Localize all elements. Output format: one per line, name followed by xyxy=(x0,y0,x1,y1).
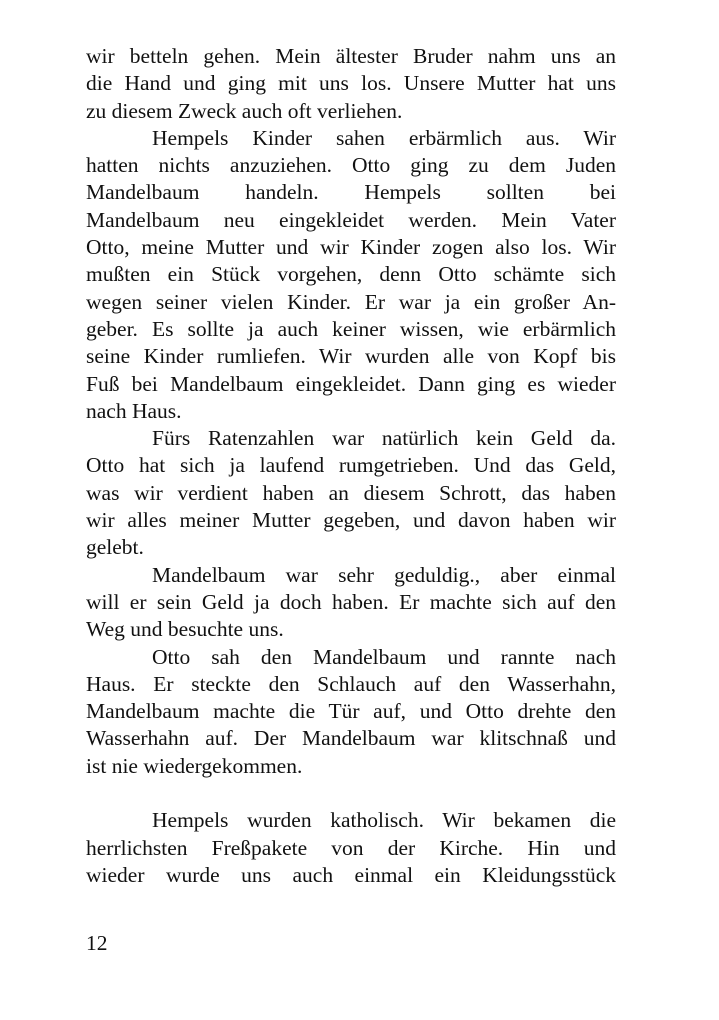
text-line: Mandelbaum handeln. Hempels sollten bei xyxy=(86,180,616,205)
text-line: Mandelbaum machte die Tür auf, und Otto drehte den xyxy=(86,699,616,724)
text-line: Weg und besuchte uns. xyxy=(86,617,284,642)
paragraph xyxy=(86,644,616,780)
text-line: wir betteln gehen. Mein ältester Bruder nahm uns an xyxy=(86,44,616,68)
text-line: Otto, meine Mutter und wir Kinder zogen also los. Wir xyxy=(86,235,616,260)
text-line: gelebt. xyxy=(86,535,144,560)
text-line: herrlichsten Freßpakete von der Kirche. Hin und xyxy=(86,835,616,860)
page-number: 12 xyxy=(86,931,108,955)
paragraph-gap xyxy=(86,780,616,807)
text-line: will er sein Geld ja doch haben. Er machte sich auf den xyxy=(86,589,616,614)
text-line: nach Haus. xyxy=(86,398,182,423)
text-line: wir alles meiner Mutter gegeben, und davon haben wir xyxy=(86,508,616,533)
text-line: wieder wurde uns auch einmal ein Kleidungsstück xyxy=(86,862,616,887)
text-line: Haus. Er steckte den Schlauch auf den Wasserhahn, xyxy=(86,671,616,696)
text-line: hatten nichts anzuziehen. Otto ging zu dem Juden xyxy=(86,153,616,178)
text-line: ist nie wiedergekommen. xyxy=(86,753,303,778)
text-line: Otto hat sich ja laufend rumgetrieben. Und das Geld, xyxy=(86,453,616,478)
text-line: Hempels Kinder sahen erbärmlich aus. Wir xyxy=(152,125,616,150)
text-line: Hempels wurden katholisch. Wir bekamen die xyxy=(152,808,616,833)
text-line: zu diesem Zweck auch oft verliehen. xyxy=(86,98,403,123)
text-line: Fürs Ratenzahlen war natürlich kein Geld da. xyxy=(152,426,616,451)
text-line: wegen seiner vielen Kinder. Er war ja ein großer An- xyxy=(86,289,616,314)
text-line: was wir verdient haben an diesem Schrott, das haben xyxy=(86,480,616,505)
paragraph xyxy=(86,807,616,889)
text-line: Fuß bei Mandelbaum eingekleidet. Dann ging es wieder xyxy=(86,371,616,396)
paragraph xyxy=(86,562,616,644)
text-line: die Hand und ging mit uns los. Unsere Mutter hat uns xyxy=(86,71,616,96)
text-line: Mandelbaum neu eingekleidet werden. Mein Vater xyxy=(86,207,616,232)
text-line: Wasserhahn auf. Der Mandelbaum war klitschnaß und xyxy=(86,726,616,751)
paragraph xyxy=(86,125,616,425)
text-line: mußten ein Stück vorgehen, denn Otto schämte sich xyxy=(86,262,616,287)
paragraph xyxy=(86,425,616,561)
text-line: geber. Es sollte ja auch keiner wissen, wie erbärmlich xyxy=(86,316,616,341)
paragraph xyxy=(86,43,616,125)
body-text xyxy=(86,43,616,889)
text-line: Mandelbaum war sehr geduldig., aber einmal xyxy=(152,562,616,587)
text-line: Otto sah den Mandelbaum und rannte nach xyxy=(152,644,616,669)
text-line: seine Kinder rumliefen. Wir wurden alle von Kopf bis xyxy=(86,344,616,369)
